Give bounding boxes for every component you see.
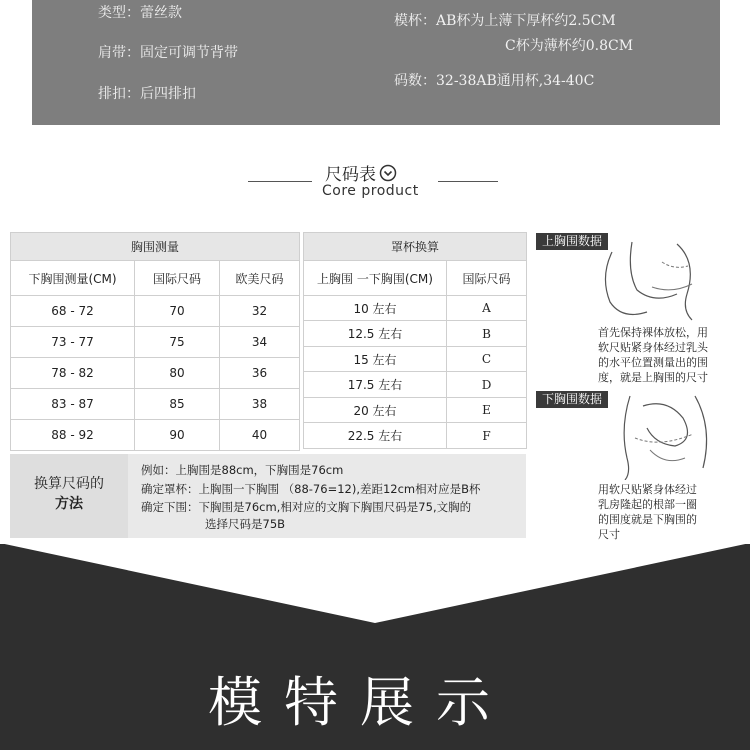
chest-table-title: 胸围测量 [11, 233, 300, 261]
spec-strap: 肩带：固定可调节背带 [98, 45, 238, 61]
spec-cup-line1: 模杯：AB杯为上薄下厚杯约2.5CM [394, 13, 616, 29]
table-row [11, 420, 300, 451]
cell: 34 [220, 327, 300, 358]
method-label-line2: 方法 [55, 496, 83, 512]
table-row [304, 321, 527, 347]
upper-note-line: 首先保持裸体放松，用 [598, 326, 708, 339]
upper-chest-tag: 上胸围数据 [536, 233, 608, 250]
size-title-zh: 尺码表 [325, 165, 376, 185]
upper-chest-illustration [592, 232, 722, 322]
cell: 68 - 72 [11, 296, 135, 327]
spec-cup-line2: C杯为薄杯约0.8CM [505, 38, 634, 54]
cell: 85 [135, 389, 220, 420]
method-cup: 确定罩杯：上胸围一下胸围 （88-76=12),差距12cm相对应是B杯 [141, 482, 481, 496]
title-line-left [248, 181, 312, 182]
cell: 80 [135, 358, 220, 389]
cup-table-title: 罩杯换算 [304, 233, 527, 261]
col-header: 国际尺码 [135, 261, 220, 296]
cell: 88 - 92 [11, 420, 135, 451]
cell: D [447, 372, 527, 398]
table-row [304, 423, 527, 449]
cell: 70 [135, 296, 220, 327]
bottom-title: 模特展示 [208, 671, 512, 734]
cell: 17.5 左右 [304, 372, 447, 398]
lower-chest-note [598, 482, 697, 542]
cell: 83 - 87 [11, 389, 135, 420]
method-label [10, 474, 128, 514]
cell: 20 左右 [304, 398, 447, 423]
cell: 40 [220, 420, 300, 451]
cup-table [303, 232, 527, 449]
lower-note-line: 用软尺贴紧身体经过 [598, 483, 697, 496]
cell: E [447, 398, 527, 423]
method-label-line1: 换算尺码的 [34, 476, 104, 492]
cell: 73 - 77 [11, 327, 135, 358]
cell: A [447, 296, 527, 321]
upper-note-line: 软尺贴紧身体经过乳头 [598, 341, 708, 354]
cell: 22.5 左右 [304, 423, 447, 449]
spec-sizes: 码数：32-38AB通用杯,34-40C [394, 73, 595, 89]
lower-chest-illustration [605, 388, 725, 480]
col-header: 欧美尺码 [220, 261, 300, 296]
cell: 10 左右 [304, 296, 447, 321]
lower-note-line: 尺寸 [598, 528, 620, 541]
cell: 90 [135, 420, 220, 451]
cell: 32 [220, 296, 300, 327]
cell: 15 左右 [304, 347, 447, 372]
chevron-down-circle-icon [379, 164, 397, 182]
table-row [304, 372, 527, 398]
table-row [304, 296, 527, 321]
size-title [325, 160, 397, 185]
upper-note-line: 度，就是上胸围的尺寸 [598, 371, 708, 384]
cell: 36 [220, 358, 300, 389]
lower-note-line: 的围度就是下胸围的 [598, 513, 697, 526]
table-row [11, 296, 300, 327]
col-header: 上胸围 一下胸围(CM) [304, 261, 447, 296]
lower-chest-tag: 下胸围数据 [536, 391, 608, 408]
col-header: 国际尺码 [447, 261, 527, 296]
table-row [304, 347, 527, 372]
spec-clasp: 排扣：后四排扣 [98, 86, 196, 102]
cell: C [447, 347, 527, 372]
upper-chest-note [598, 325, 708, 385]
title-line-right [438, 181, 498, 182]
size-title-en: Core product [322, 183, 419, 199]
bottom-notch [0, 543, 750, 625]
lower-note-line: 乳房隆起的根部一圈 [598, 498, 697, 511]
chest-table [10, 232, 300, 451]
cell: 78 - 82 [11, 358, 135, 389]
cell: F [447, 423, 527, 449]
method-example: 例如：上胸围是88cm，下胸围是76cm [141, 463, 344, 477]
cell: 38 [220, 389, 300, 420]
table-row [11, 358, 300, 389]
spec-style: 类型：蕾丝款 [98, 5, 182, 21]
col-header: 下胸围测量(CM) [11, 261, 135, 296]
method-band: 确定下围：下胸围是76cm,相对应的文胸下胸围尺码是75,文胸的 [141, 500, 472, 514]
upper-note-line: 的水平位置测量出的围 [598, 356, 708, 369]
table-row [11, 327, 300, 358]
cell: 75 [135, 327, 220, 358]
method-result: 选择尺码是75B [205, 517, 286, 531]
cell: B [447, 321, 527, 347]
table-row [304, 398, 527, 423]
table-row [11, 389, 300, 420]
cell: 12.5 左右 [304, 321, 447, 347]
